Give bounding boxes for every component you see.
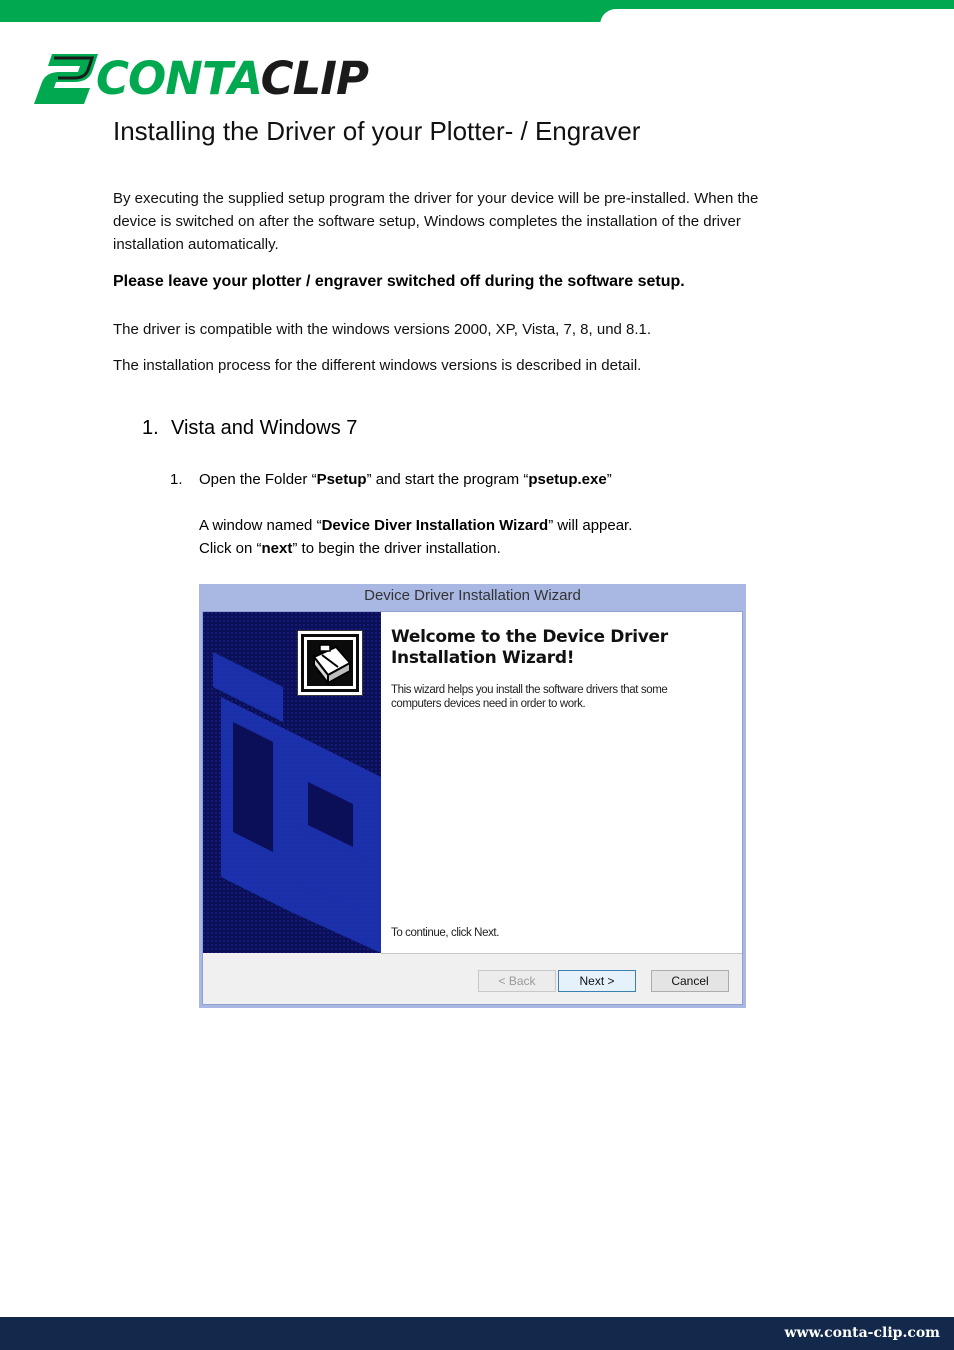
step-text-part3: ” <box>606 471 612 488</box>
intro-line-3: installation automatically. <box>113 236 279 253</box>
wizard-side-banner <box>203 612 381 953</box>
note-window-name: Device Diver Installation Wizard <box>321 517 549 534</box>
top-bar-notch <box>600 9 954 25</box>
note2-text-c: ” to begin the driver installation. <box>292 540 501 557</box>
wizard-heading-line-1: Welcome to the Device Driver <box>391 627 668 647</box>
wizard-body <box>202 611 743 1005</box>
footer-url[interactable]: www.conta-clip.com <box>784 1325 940 1341</box>
intro-line-1: By executing the supplied setup program the driver for your device will be pre-installed. When the <box>113 190 759 207</box>
warning-text: Please leave your plotter / engraver switched off during the software setup. <box>113 273 685 290</box>
step-text-part2: ” and start the program “ <box>366 471 529 488</box>
logo-text-conta: CONTA <box>96 52 261 105</box>
wizard-continue-text: To continue, click Next. <box>391 927 500 939</box>
note2-next-word: next <box>261 540 293 557</box>
section-number: 1. <box>142 417 159 439</box>
back-button[interactable]: < Back <box>478 970 556 992</box>
wizard-heading <box>391 627 668 669</box>
document-title: Installing the Driver of your Plotter- / Engraver <box>113 116 641 146</box>
wizard-window <box>199 584 746 1008</box>
step-folder-name: Psetup <box>316 471 367 488</box>
step-note-line-1 <box>199 514 632 537</box>
note2-text-a: Click on “ <box>199 540 262 557</box>
note-text-a: A window named “ <box>199 517 322 534</box>
wizard-title-bar: Device Driver Installation Wizard <box>364 587 581 604</box>
section-title: Vista and Windows 7 <box>171 417 358 439</box>
logo-wordmark <box>96 52 368 106</box>
step-1 <box>170 468 612 491</box>
step-program-name: psetup.exe <box>528 471 607 488</box>
wizard-description: This wizard helps you install the software drivers that some computers devices need in order to work. <box>391 684 668 710</box>
note-text-c: ” will appear. <box>548 517 633 534</box>
step-number: 1. <box>170 471 183 488</box>
cancel-button[interactable]: Cancel <box>651 970 729 992</box>
installer-box-icon <box>297 630 363 696</box>
wizard-content-panel <box>381 612 742 954</box>
logo-text-clip: CLIP <box>260 52 369 105</box>
section-heading-vista-win7 <box>142 414 357 442</box>
logo-mark-icon <box>34 50 100 108</box>
intro-line-2: device is switched on after the software setup, Windows completes the installation of the driver <box>113 213 741 230</box>
process-text: The installation process for the different windows versions is described in detail. <box>113 357 642 374</box>
wizard-heading-line-2: Installation Wizard! <box>391 648 575 668</box>
compatibility-text: The driver is compatible with the windows versions 2000, XP, Vista, 7, 8, und 8.1. <box>113 321 652 338</box>
footer-bar <box>0 1317 954 1350</box>
step-note-line-2 <box>199 537 501 560</box>
next-button[interactable]: Next > <box>558 970 636 992</box>
step-text-part1: Open the Folder “ <box>199 471 317 488</box>
conta-clip-logo <box>34 50 379 108</box>
